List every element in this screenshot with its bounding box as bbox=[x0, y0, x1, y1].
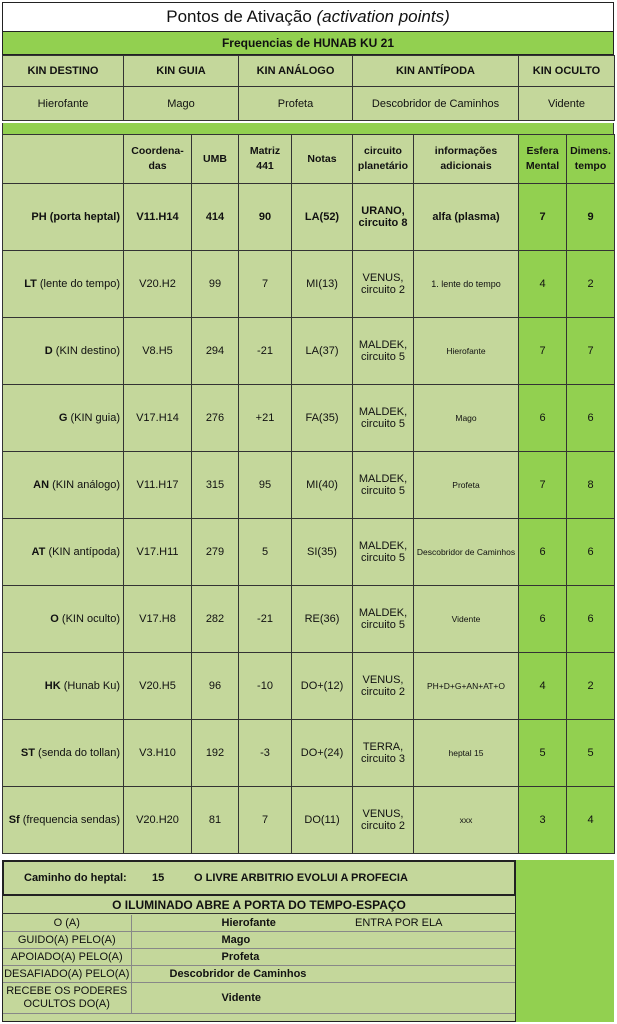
cell-esfera: 7 bbox=[519, 184, 567, 251]
cell-nota: SI(35) bbox=[292, 519, 353, 586]
summary-value: Descobridor de Caminhos bbox=[131, 966, 341, 983]
cell-matriz: 90 bbox=[239, 184, 292, 251]
summary-key: O (A) bbox=[3, 915, 131, 932]
point-label bbox=[3, 452, 124, 519]
point-description: (senda do tollan) bbox=[38, 747, 120, 759]
cell-info: Profeta bbox=[414, 452, 519, 519]
point-description: (porta heptal) bbox=[49, 211, 120, 223]
cell-circuito: MALDEK, circuito 5 bbox=[353, 452, 414, 519]
summary-key: APOIADO(A) PELO(A) bbox=[3, 949, 131, 966]
cell-dim: 6 bbox=[567, 586, 615, 653]
cell-dim: 9 bbox=[567, 184, 615, 251]
point-label bbox=[3, 184, 124, 251]
summary-value: Mago bbox=[131, 932, 341, 949]
cell-dim: 6 bbox=[567, 385, 615, 452]
point-label bbox=[3, 251, 124, 318]
cell-dim: 2 bbox=[567, 653, 615, 720]
cell-coord: V11.H17 bbox=[124, 452, 192, 519]
cell-nota: DO(11) bbox=[292, 787, 353, 854]
table-row bbox=[3, 251, 615, 318]
point-description: (lente do tempo) bbox=[39, 278, 120, 290]
green-spacer bbox=[2, 123, 614, 134]
kin-value: Vidente bbox=[519, 87, 615, 121]
cell-circuito: MALDEK, circuito 5 bbox=[353, 586, 414, 653]
column-header: Dimens. tempo bbox=[567, 135, 615, 184]
cell-coord: V20.H20 bbox=[124, 787, 192, 854]
page-title: Pontos de Ativação (activation points) bbox=[2, 2, 614, 32]
cell-matriz: -10 bbox=[239, 653, 292, 720]
cell-matriz: +21 bbox=[239, 385, 292, 452]
cell-dim: 2 bbox=[567, 251, 615, 318]
cell-circuito: VENUS, circuito 2 bbox=[353, 787, 414, 854]
point-label bbox=[3, 519, 124, 586]
cell-coord: V20.H5 bbox=[124, 653, 192, 720]
kin-value: Profeta bbox=[239, 87, 353, 121]
point-code: D bbox=[44, 345, 53, 357]
table-row bbox=[3, 452, 615, 519]
cell-coord: V8.H5 bbox=[124, 318, 192, 385]
cell-info: Hierofante bbox=[414, 318, 519, 385]
summary-key: RECEBE OS PODERES OCULTOS DO(A) bbox=[3, 983, 131, 1014]
cell-nota: FA(35) bbox=[292, 385, 353, 452]
summary-value: Profeta bbox=[131, 949, 341, 966]
cell-info: heptal 15 bbox=[414, 720, 519, 787]
cell-info: PH+D+G+AN+AT+O bbox=[414, 653, 519, 720]
table-row bbox=[3, 318, 615, 385]
point-code: AN bbox=[33, 479, 50, 491]
summary-lines bbox=[3, 915, 515, 1014]
summary-row bbox=[3, 915, 515, 932]
green-side-panel bbox=[516, 860, 614, 1022]
cell-coord: V17.H14 bbox=[124, 385, 192, 452]
table-row bbox=[3, 720, 615, 787]
path-label: Caminho do heptal: bbox=[24, 872, 127, 884]
cell-umb: 81 bbox=[192, 787, 239, 854]
cell-umb: 282 bbox=[192, 586, 239, 653]
point-label bbox=[3, 653, 124, 720]
cell-nota: MI(13) bbox=[292, 251, 353, 318]
point-description: (KIN análogo) bbox=[52, 479, 120, 491]
cell-coord: V3.H10 bbox=[124, 720, 192, 787]
summary-key: GUIDO(A) PELO(A) bbox=[3, 932, 131, 949]
point-code: LT bbox=[24, 278, 37, 290]
cell-esfera: 5 bbox=[519, 720, 567, 787]
cell-esfera: 6 bbox=[519, 519, 567, 586]
summary-row bbox=[3, 983, 515, 1014]
kin-value: Mago bbox=[124, 87, 239, 121]
cell-coord: V20.H2 bbox=[124, 251, 192, 318]
point-description: (KIN oculto) bbox=[61, 613, 120, 625]
cell-umb: 414 bbox=[192, 184, 239, 251]
cell-matriz: 7 bbox=[239, 787, 292, 854]
cell-nota: MI(40) bbox=[292, 452, 353, 519]
path-text: O LIVRE ARBITRIO EVOLUI A PROFECIA bbox=[194, 872, 408, 884]
cell-info: Mago bbox=[414, 385, 519, 452]
summary-message: O ILUMINADO ABRE A PORTA DO TEMPO-ESPAÇO bbox=[2, 896, 516, 914]
point-code: Sf bbox=[8, 814, 20, 826]
cell-nota: RE(36) bbox=[292, 586, 353, 653]
cell-dim: 4 bbox=[567, 787, 615, 854]
point-label bbox=[3, 720, 124, 787]
kin-header: KIN OCULTO bbox=[519, 56, 615, 87]
kin-header: KIN ANTÍPODA bbox=[353, 56, 519, 87]
point-code: PH bbox=[31, 211, 47, 223]
cell-umb: 192 bbox=[192, 720, 239, 787]
path-number: 15 bbox=[152, 872, 165, 884]
cell-umb: 279 bbox=[192, 519, 239, 586]
point-description: (KIN antípoda) bbox=[48, 546, 120, 558]
kin-value: Hierofante bbox=[3, 87, 124, 121]
column-header: Matriz 441 bbox=[239, 135, 292, 184]
point-description: (Hunab Ku) bbox=[63, 680, 120, 692]
cell-coord: V11.H14 bbox=[124, 184, 192, 251]
point-code: AT bbox=[31, 546, 46, 558]
point-label bbox=[3, 787, 124, 854]
cell-dim: 8 bbox=[567, 452, 615, 519]
column-header: informações adicionais bbox=[414, 135, 519, 184]
cell-matriz: 95 bbox=[239, 452, 292, 519]
table-row bbox=[3, 184, 615, 251]
cell-info: xxx bbox=[414, 787, 519, 854]
activation-points-table bbox=[2, 134, 615, 854]
cell-umb: 315 bbox=[192, 452, 239, 519]
column-header: circuito planetário bbox=[353, 135, 414, 184]
kin-header: KIN GUIA bbox=[124, 56, 239, 87]
kin-table bbox=[2, 55, 615, 121]
cell-info: Descobridor de Caminhos bbox=[414, 519, 519, 586]
point-description: (KIN guia) bbox=[70, 412, 120, 424]
cell-matriz: -3 bbox=[239, 720, 292, 787]
kin-header: KIN DESTINO bbox=[3, 56, 124, 87]
table-row bbox=[3, 653, 615, 720]
point-label bbox=[3, 586, 124, 653]
cell-dim: 5 bbox=[567, 720, 615, 787]
cell-nota: LA(37) bbox=[292, 318, 353, 385]
heptal-path-line bbox=[2, 860, 516, 896]
kin-value: Descobridor de Caminhos bbox=[353, 87, 519, 121]
summary-extra: ENTRA POR ELA bbox=[341, 915, 515, 932]
cell-esfera: 4 bbox=[519, 251, 567, 318]
cell-nota: DO+(24) bbox=[292, 720, 353, 787]
point-code: ST bbox=[20, 747, 35, 759]
point-label bbox=[3, 318, 124, 385]
cell-nota: LA(52) bbox=[292, 184, 353, 251]
point-description: (KIN destino) bbox=[55, 345, 120, 357]
summary-value: Vidente bbox=[131, 983, 341, 1014]
cell-coord: V17.H11 bbox=[124, 519, 192, 586]
cell-circuito: MALDEK, circuito 5 bbox=[353, 519, 414, 586]
cell-esfera: 7 bbox=[519, 318, 567, 385]
point-label bbox=[3, 385, 124, 452]
cell-umb: 294 bbox=[192, 318, 239, 385]
summary-extra bbox=[341, 932, 515, 949]
cell-matriz: 5 bbox=[239, 519, 292, 586]
summary-extra bbox=[341, 949, 515, 966]
cell-circuito: TERRA, circuito 3 bbox=[353, 720, 414, 787]
cell-circuito: VENUS, circuito 2 bbox=[353, 653, 414, 720]
point-description: (frequencia sendas) bbox=[22, 814, 120, 826]
point-code: O bbox=[50, 613, 59, 625]
cell-info: Vidente bbox=[414, 586, 519, 653]
cell-umb: 99 bbox=[192, 251, 239, 318]
cell-esfera: 7 bbox=[519, 452, 567, 519]
summary-row bbox=[3, 966, 515, 983]
table-row bbox=[3, 519, 615, 586]
summary-row bbox=[3, 932, 515, 949]
kin-header: KIN ANÁLOGO bbox=[239, 56, 353, 87]
point-code: HK bbox=[44, 680, 61, 692]
cell-esfera: 3 bbox=[519, 787, 567, 854]
frequency-subtitle: Frequencias de HUNAB KU 21 bbox=[2, 32, 614, 55]
cell-circuito: MALDEK, circuito 5 bbox=[353, 318, 414, 385]
cell-dim: 6 bbox=[567, 519, 615, 586]
table-row bbox=[3, 787, 615, 854]
cell-info: alfa (plasma) bbox=[414, 184, 519, 251]
cell-circuito: VENUS, circuito 2 bbox=[353, 251, 414, 318]
cell-matriz: -21 bbox=[239, 586, 292, 653]
column-header: Notas bbox=[292, 135, 353, 184]
cell-nota: DO+(12) bbox=[292, 653, 353, 720]
cell-umb: 276 bbox=[192, 385, 239, 452]
cell-esfera: 4 bbox=[519, 653, 567, 720]
summary-extra bbox=[341, 983, 515, 1014]
cell-circuito: URANO, circuito 8 bbox=[353, 184, 414, 251]
summary-value: Hierofante bbox=[131, 915, 341, 932]
cell-info: 1. lente do tempo bbox=[414, 251, 519, 318]
table-row bbox=[3, 586, 615, 653]
column-header: UMB bbox=[192, 135, 239, 184]
cell-circuito: MALDEK, circuito 5 bbox=[353, 385, 414, 452]
column-header bbox=[3, 135, 124, 184]
cell-coord: V17.H8 bbox=[124, 586, 192, 653]
cell-dim: 7 bbox=[567, 318, 615, 385]
point-code: G bbox=[58, 412, 68, 424]
summary-extra bbox=[341, 966, 515, 983]
cell-matriz: -21 bbox=[239, 318, 292, 385]
summary-key: DESAFIADO(A) PELO(A) bbox=[3, 966, 131, 983]
cell-esfera: 6 bbox=[519, 586, 567, 653]
cell-esfera: 6 bbox=[519, 385, 567, 452]
summary-row bbox=[3, 949, 515, 966]
cell-umb: 96 bbox=[192, 653, 239, 720]
column-header: Esfera Mental bbox=[519, 135, 567, 184]
table-row bbox=[3, 385, 615, 452]
cell-matriz: 7 bbox=[239, 251, 292, 318]
column-header: Coordena-das bbox=[124, 135, 192, 184]
